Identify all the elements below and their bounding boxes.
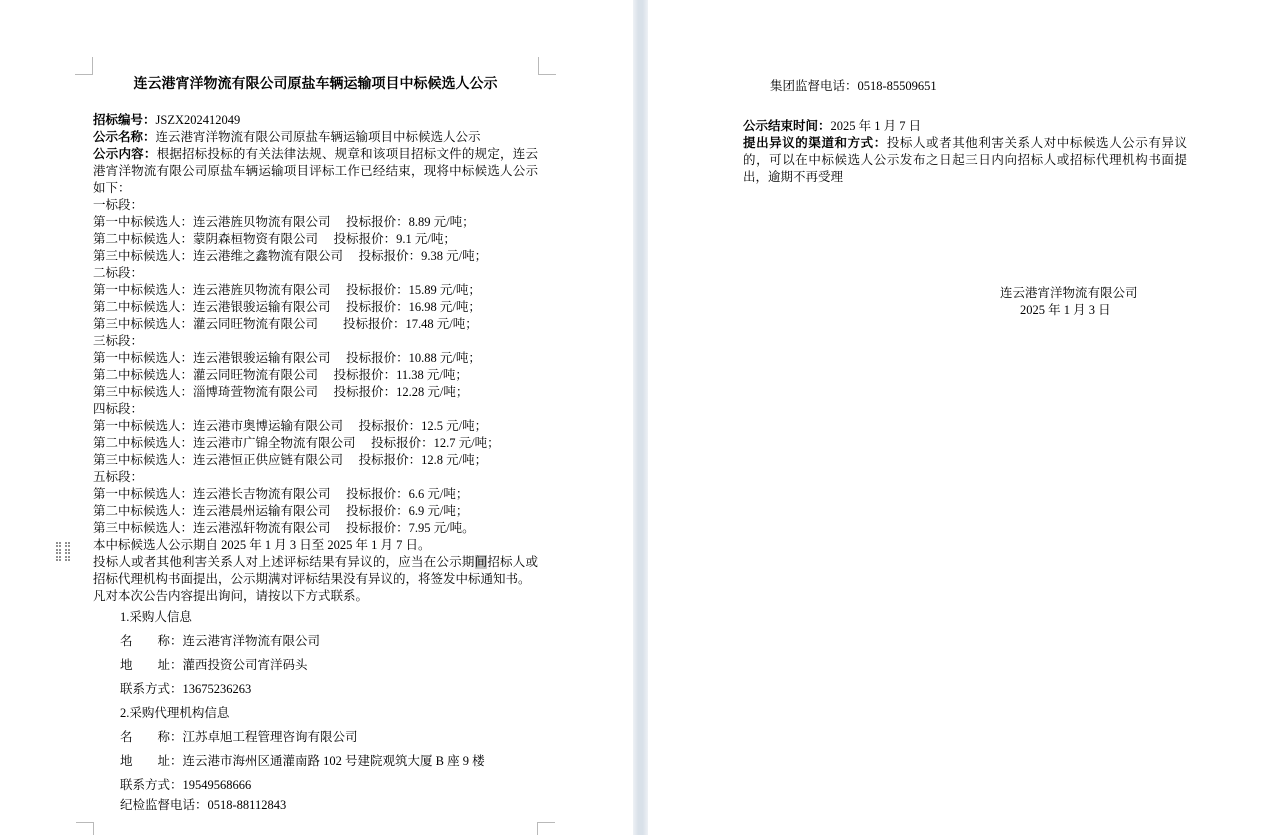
notice-content-paragraph bbox=[93, 146, 538, 197]
section-header: 一标段： bbox=[93, 198, 144, 212]
page-1-text bbox=[93, 75, 538, 814]
objection-channel-text: 投标人或者其他利害关系人对中标候选人公示有异议的，可以在中标候选人公示发布之日起三日内向招标人或招标代理机构书面提出，逾期不再受理 bbox=[743, 136, 1187, 184]
notice-name-line bbox=[93, 129, 538, 146]
agent-name-line: 名 称：江苏卓旭工程管理咨询有限公司 bbox=[120, 730, 358, 744]
page-gap-divider bbox=[633, 0, 648, 835]
objection-channel-label: 提出异议的渠道和方式： bbox=[743, 136, 887, 150]
buyer-phone-line: 联系方式：13675236263 bbox=[120, 682, 252, 696]
text-boundary-mark bbox=[538, 57, 556, 75]
candidate-line: 第三中标候选人：连云港维之鑫物流有限公司 投标报价：9.38 元/吨； bbox=[93, 249, 488, 263]
document-title: 连云港宵洋物流有限公司原盐车辆运输项目中标候选人公示 bbox=[133, 77, 498, 92]
candidate-line: 第一中标候选人：连云港旌贝物流有限公司 投标报价：15.89 元/吨； bbox=[93, 283, 481, 297]
text-boundary-mark bbox=[537, 822, 555, 835]
candidate-line: 第一中标候选人：连云港长吉物流有限公司 投标报价：6.6 元/吨； bbox=[93, 487, 469, 501]
objection-channel-paragraph bbox=[743, 135, 1187, 186]
publicity-period-line: 本中标候选人公示期自 2025 年 1 月 3 日至 2025 年 1 月 7 日。 bbox=[93, 538, 431, 552]
signature-date: 2025 年 1 月 3 日 bbox=[1020, 303, 1111, 317]
page-2-text bbox=[743, 75, 1187, 319]
publicity-end-time-value: 2025 年 1 月 7 日 bbox=[830, 119, 922, 133]
candidate-line: 第三中标候选人：连云港恒正供应链有限公司 投标报价：12.8 元/吨； bbox=[93, 453, 488, 467]
notice-content-text: 根据招标投标的有关法律法规、规章和该项目招标文件的规定，连云港宵洋物流有限公司原盐车辆运输项目评标工作已经结束，现将中标候选人公示如下： bbox=[93, 147, 538, 195]
buyer-info-header: 1.采购人信息 bbox=[120, 610, 192, 624]
candidate-line: 第二中标候选人：连云港市广锦全物流有限公司 投标报价：12.7 元/吨； bbox=[93, 436, 500, 450]
section-header: 三标段： bbox=[93, 334, 144, 348]
candidate-line: 第二中标候选人：灌云同旺物流有限公司 投标报价：11.38 元/吨； bbox=[93, 368, 468, 382]
agent-address-line: 地 址：连云港市海州区通灌南路 102 号建院观筑大厦 B 座 9 楼 bbox=[120, 754, 485, 768]
agent-discipline-phone-line: 纪检监督电话：0518-88112843 bbox=[120, 798, 287, 812]
bid-number-value: JSZX202412049 bbox=[155, 113, 241, 127]
candidate-line: 第三中标候选人：灌云同旺物流有限公司 投标报价：17.48 元/吨； bbox=[93, 317, 478, 331]
page-1[interactable] bbox=[0, 0, 633, 835]
candidate-line: 第二中标候选人：蒙阴森桓物资有限公司 投标报价：9.1 元/吨； bbox=[93, 232, 456, 246]
inquiry-line: 凡对本次公告内容提出询问，请按以下方式联系。 bbox=[93, 589, 369, 603]
section-header: 四标段： bbox=[93, 402, 144, 416]
section-header: 五标段： bbox=[93, 470, 144, 484]
candidate-line: 第一中标候选人：连云港银骏运输有限公司 投标报价：10.88 元/吨； bbox=[93, 351, 481, 365]
notice-content-label: 公示内容： bbox=[93, 147, 157, 161]
candidate-line: 第三中标候选人：淄博琦萱物流有限公司 投标报价：12.28 元/吨； bbox=[93, 385, 469, 399]
contact-info bbox=[93, 609, 538, 814]
publicity-end-time-label: 公示结束时间： bbox=[743, 119, 831, 133]
agent-info-header: 2.采购代理机构信息 bbox=[120, 706, 230, 720]
objection-text-post: 招标人或招标代理机构书面提出，公示期满对评标结果没有异议的，将签发中标通知书。 bbox=[93, 555, 538, 586]
text-boundary-mark bbox=[76, 822, 94, 835]
paragraph-drag-handle-icon[interactable] bbox=[56, 542, 70, 561]
candidate-line: 第一中标候选人：连云港市奥博运输有限公司 投标报价：12.5 元/吨； bbox=[93, 419, 488, 433]
candidate-line: 第二中标候选人：连云港晨州运输有限公司 投标报价：6.9 元/吨； bbox=[93, 504, 469, 518]
candidate-line: 第二中标候选人：连云港银骏运输有限公司 投标报价：16.98 元/吨； bbox=[93, 300, 481, 314]
section-header: 二标段： bbox=[93, 266, 144, 280]
buyer-address-line: 地 址：灌西投资公司宵洋码头 bbox=[120, 658, 308, 672]
group-supervision-phone-line: 集团监督电话：0518-85509651 bbox=[770, 79, 937, 93]
candidate-line: 第三中标候选人：连云港泓轩物流有限公司 投标报价：7.95 元/吨。 bbox=[93, 521, 475, 535]
candidate-line: 第一中标候选人：连云港旌贝物流有限公司 投标报价：8.89 元/吨； bbox=[93, 215, 475, 229]
signature-company: 连云港宵洋物流有限公司 bbox=[1000, 286, 1138, 300]
publicity-end-time-line bbox=[743, 118, 1187, 135]
buyer-name-line: 名 称：连云港宵洋物流有限公司 bbox=[120, 634, 321, 648]
agent-phone-line: 联系方式：19549568666 bbox=[120, 778, 252, 792]
notice-name-value: 连云港宵洋物流有限公司原盐车辆运输项目中标候选人公示 bbox=[155, 130, 481, 144]
text-boundary-mark bbox=[75, 57, 93, 75]
objection-text-pre: 投标人或者其他利害关系人对上述评标结果有异议的，应当在公示期 bbox=[93, 555, 475, 569]
notice-name-label: 公示名称： bbox=[93, 130, 156, 144]
bid-number-line bbox=[93, 112, 538, 129]
highlighted-character[interactable]: 间 bbox=[474, 555, 488, 569]
objection-paragraph bbox=[93, 554, 538, 588]
bid-number-label: 招标编号： bbox=[93, 113, 156, 127]
